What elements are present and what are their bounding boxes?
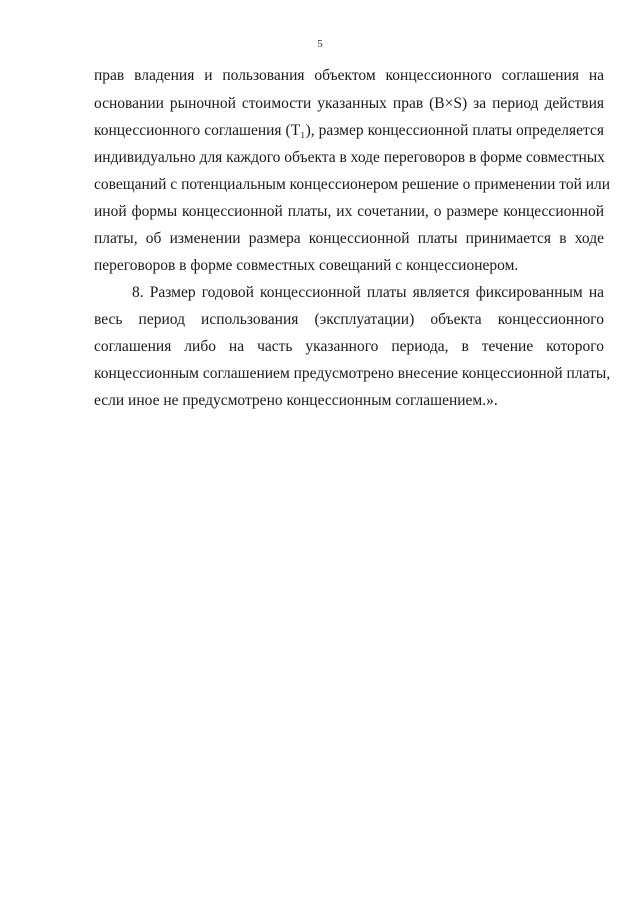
text-line: если иное не предусмотрено концессионным соглашением.». xyxy=(94,392,498,409)
text-line: основании рыночной стоимости указанных прав (B×S) за период действия xyxy=(94,95,604,112)
text-line: иной формы концессионной платы, их сочетании, о размере концессионной xyxy=(94,203,604,220)
text-line: переговоров в форме совместных совещаний с концессионером. xyxy=(94,257,519,274)
text-line: платы, об изменении размера концессионной платы принимается в ходе xyxy=(94,230,604,247)
text-line: прав владения и пользования объектом концессионного соглашения на xyxy=(94,67,604,84)
text-line: концессионного соглашения (T₁), размер концессионной платы определяется xyxy=(94,122,604,139)
text-line: 8. Размер годовой концессионной платы является фиксированным на xyxy=(132,284,604,301)
text-line: совещаний с потенциальным концессионером решение о применении той или xyxy=(94,176,611,193)
text-line: концессионным соглашением предусмотрено внесение концессионной платы, xyxy=(94,365,611,382)
text-line: весь период использования (эксплуатации) объекта концессионного xyxy=(94,311,604,328)
text-line: соглашения либо на часть указанного периода, в течение которого xyxy=(94,338,604,355)
page-number: 5 xyxy=(317,38,323,50)
text-line: индивидуально для каждого объекта в ходе переговоров в форме совместных xyxy=(94,149,605,166)
